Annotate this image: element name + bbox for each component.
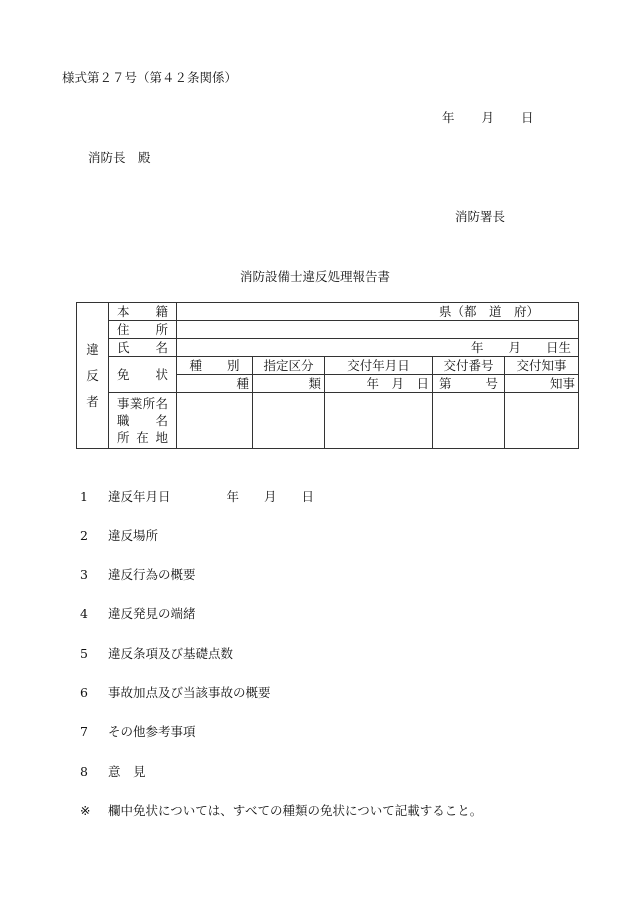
workplace-cell-1 (177, 393, 253, 449)
menjo-label: 免 状 (109, 357, 177, 393)
workplace-cell-2 (253, 393, 325, 449)
workplace-cell-3 (325, 393, 433, 449)
value-kofu-date: 年 月 日 (325, 375, 433, 393)
date-day: 日 (521, 110, 534, 125)
list-item: 6 事故加点及び当該事故の概要 (80, 685, 271, 700)
col-header-shitei: 指定区分 (253, 357, 325, 375)
workplace-cell-4 (433, 393, 505, 449)
list-item: 7 その他参考事項 (80, 724, 196, 739)
list-item: 2 違反場所 (80, 528, 159, 543)
addressee: 消防長 殿 (88, 150, 151, 165)
violation-date: 年 月 日 (226, 489, 315, 504)
workplace-cell-5 (505, 393, 579, 449)
col-header-kofu-number: 交付番号 (433, 357, 505, 375)
value-shu: 種 (177, 375, 253, 393)
sender: 消防署長 (455, 209, 506, 224)
col-header-kofu-chiji: 交付知事 (505, 357, 579, 375)
date-year: 年 (442, 110, 455, 125)
document-title: 消防設備士違反処理報告書 (239, 269, 390, 284)
form-number: 様式第２７号（第４２条関係） (62, 70, 238, 85)
col-header-shubetsu: 種 別 (177, 357, 253, 375)
list-item: 1 違反年月日 年 月 日 (80, 489, 315, 504)
value-chiji: 知事 (505, 375, 579, 393)
jusho-label: 住 所 (109, 321, 177, 339)
report-date (442, 108, 534, 126)
list-item: 4 違反発見の端緒 (80, 606, 196, 621)
col-header-kofu-date: 交付年月日 (325, 357, 433, 375)
list-item: 5 違反条項及び基礎点数 (80, 646, 234, 661)
note-mark: ※ (80, 803, 91, 818)
violator-side-label: 違 反 者 (77, 303, 109, 449)
value-rui: 類 (253, 375, 325, 393)
list-item: 3 違反行為の概要 (80, 567, 196, 582)
honseki-label: 本 籍 (109, 303, 177, 321)
list-item: 8 意 見 (80, 764, 146, 779)
value-kofu-number: 第 号 (433, 375, 505, 393)
jusho-value (177, 321, 579, 339)
date-month: 月 (481, 110, 495, 125)
footnote (80, 801, 482, 819)
workplace-labels: 事業所名 職 名 所在地 (109, 393, 177, 449)
violator-table (76, 302, 579, 449)
honseki-value: 県（都 道 府） (177, 303, 579, 321)
birth-date-value: 年 月 日生 (177, 339, 579, 357)
shimei-label: 氏 名 (109, 339, 177, 357)
note-text: 欄中免状については、すべての種類の免状について記載すること。 (108, 803, 483, 818)
